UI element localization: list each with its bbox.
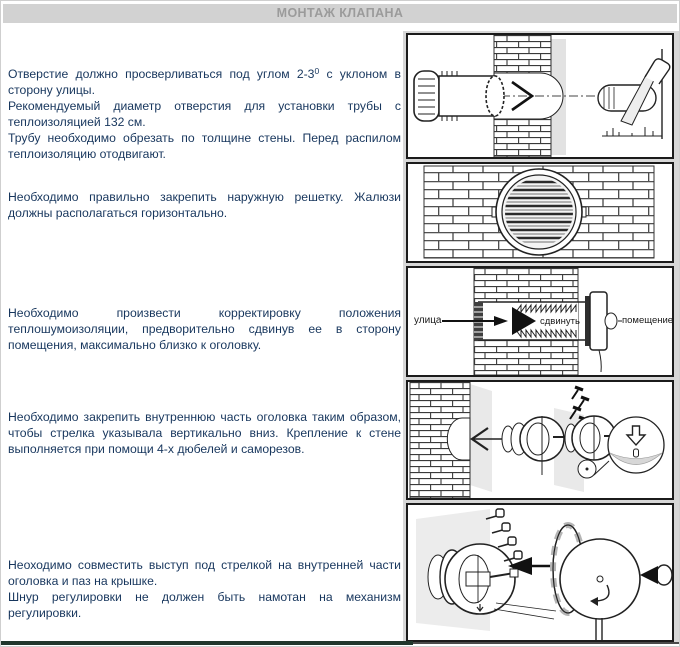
paragraph: Рекомендуемый диаметр отверстия для установки трубы с теплоизоляцией 132 см. bbox=[8, 99, 401, 129]
paragraph: Неоходимо совместить выступ под стрелкой на внутренней части оголовка и паз на крышке. bbox=[8, 558, 401, 588]
section-header: МОНТАЖ КЛАПАНА bbox=[3, 4, 677, 23]
illustration-pipe-through-wall bbox=[406, 33, 674, 159]
cover-icon bbox=[553, 525, 640, 640]
grille-drawing bbox=[408, 164, 672, 261]
knob-arrow-icon bbox=[640, 565, 672, 585]
inner-head bbox=[585, 292, 622, 372]
step-2-text bbox=[8, 189, 401, 221]
saw-cutting-pipe-icon bbox=[598, 49, 670, 139]
step-3-text bbox=[8, 305, 401, 353]
pipe-with-grille-icon bbox=[414, 71, 504, 121]
paragraph: Необходимо правильно закрепить наружную решетку. Жалюзи должны располагаться горизонтально. bbox=[8, 190, 401, 220]
illustration-cover-alignment bbox=[406, 503, 674, 642]
text-run: с уклоном в сторону улицы. bbox=[8, 67, 401, 97]
illustration-cross-section bbox=[406, 266, 674, 377]
label-street: улица bbox=[414, 315, 442, 326]
bottom-section-bar bbox=[1, 641, 413, 645]
bottom-rule bbox=[413, 642, 679, 644]
text-run: Отверстие должно просверливаться под углом 2-3 bbox=[8, 67, 315, 81]
arrow-down-detail-icon bbox=[608, 417, 664, 473]
step-5-text bbox=[8, 557, 401, 621]
knob bbox=[656, 565, 672, 585]
pipe-through-wall-drawing bbox=[408, 35, 672, 157]
paragraph: Трубу необходимо обрезать по толщине стены. Перед распилом теплоизоляцию отодвигают. bbox=[8, 131, 401, 161]
label-shift: сдвинуть bbox=[540, 316, 580, 327]
illustration-column bbox=[403, 31, 679, 644]
cover-alignment-drawing bbox=[408, 505, 672, 640]
paragraph: Необходимо закрепить внутреннюю часть оголовка таким образом, чтобы стрелка указывала вертикально вниз. Крепление к стене выполняется при помощи 4-х дюбелей и саморезов. bbox=[8, 410, 401, 456]
label-room: помещение bbox=[622, 315, 674, 326]
paragraph bbox=[8, 66, 401, 98]
paragraph: Необходимо произвести корректировку положения теплошумоизоляции, предворительно сдвинув ее в сторону помещения, максимально близко к оголовку. bbox=[8, 306, 401, 352]
adjustment-cord bbox=[596, 618, 602, 640]
illustration-grille bbox=[406, 162, 674, 263]
superscript-degree: 0 bbox=[314, 66, 320, 76]
illustration-head-mounting bbox=[406, 380, 674, 500]
paragraph: Шнур регулировки не должен быть намотан на механизм регулировки. bbox=[8, 590, 401, 620]
head-mounting-drawing bbox=[408, 382, 672, 498]
step-1-text bbox=[8, 66, 401, 162]
step-4-text bbox=[8, 409, 401, 457]
